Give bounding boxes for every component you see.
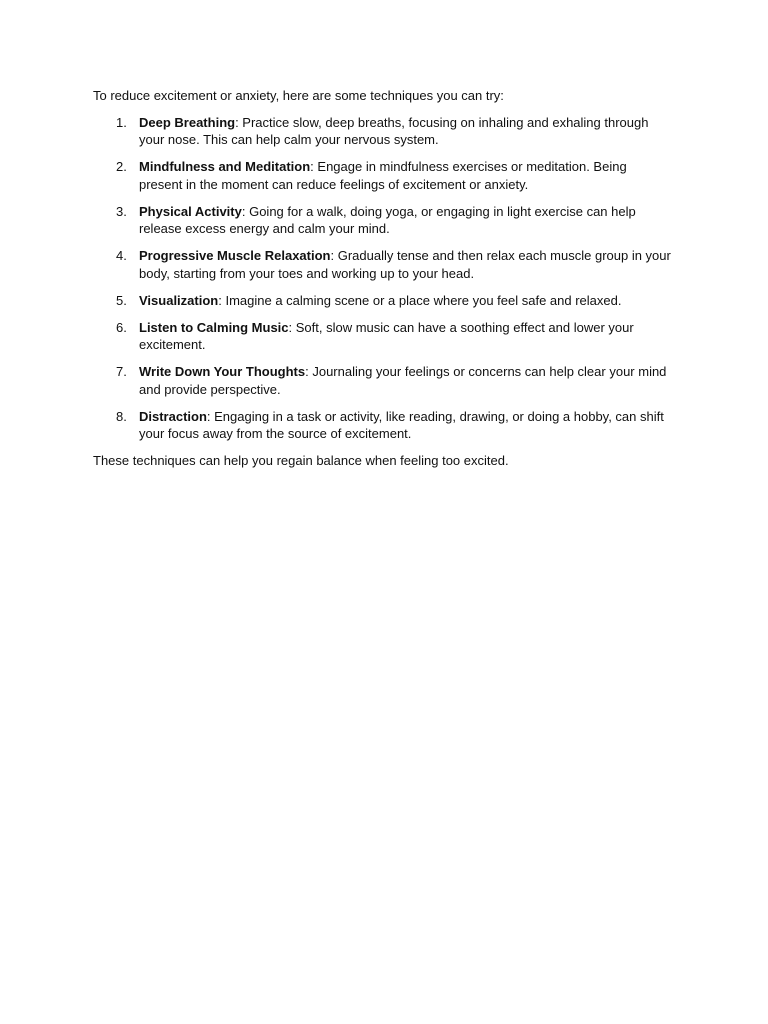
list-item-title: Physical Activity (139, 203, 242, 219)
list-item-title: Mindfulness and Meditation (139, 159, 311, 174)
list-item-title: Write Down Your Thoughts (139, 364, 306, 379)
list-item-number: 5. (116, 292, 127, 308)
intro-paragraph: To reduce excitement or anxiety, here are some techniques you can try: (93, 88, 504, 103)
list-item (93, 158, 673, 193)
list-item-text: : Journaling your feelings or concerns can help clear your mind and provide perspective. (139, 364, 667, 397)
list-item (93, 363, 673, 398)
list-item-text: : Engaging in a task or activity, like reading, drawing, or doing a hobby, can shift your focus away from the source of excitement. (139, 408, 664, 441)
list-item-number: 1. (116, 114, 127, 130)
list-item-title: Deep Breathing (139, 114, 236, 130)
list-item-title: Progressive Muscle Relaxation (139, 248, 331, 263)
list-item-title: Visualization (139, 292, 219, 308)
list-item-text: : Imagine a calming scene or a place where you feel safe and relaxed. (218, 292, 622, 308)
list-item-number: 8. (116, 408, 127, 424)
list-item-title: Distraction (139, 408, 207, 424)
list-item-number: 2. (116, 159, 127, 174)
list-item-text: : Practice slow, deep breaths, focusing on inhaling and exhaling through your nose. This can help calm your nervous system. (139, 114, 649, 147)
list-item-number: 6. (116, 319, 127, 335)
techniques-list (93, 114, 673, 443)
list-item (93, 203, 673, 238)
list-item-text: : Soft, slow music can have a soothing effect and lower your excitement. (139, 319, 634, 352)
list-item-text: : Going for a walk, doing yoga, or engaging in light exercise can help release excess energy and calm your mind. (139, 203, 636, 236)
list-item-text: : Gradually tense and then relax each muscle group in your body, starting from your toes and working up to your head. (139, 248, 671, 281)
list-item (93, 319, 673, 354)
list-item (93, 247, 673, 282)
closing-paragraph: These techniques can help you regain balance when feeling too excited. (93, 453, 509, 468)
list-item-number: 3. (116, 203, 127, 219)
list-item-title: Listen to Calming Music (139, 319, 289, 335)
list-item (93, 114, 673, 149)
list-item-number: 7. (116, 364, 127, 379)
list-item (93, 408, 673, 443)
document-body (93, 87, 673, 470)
list-item-number: 4. (116, 248, 127, 263)
list-item (93, 292, 673, 310)
list-item-text: : Engage in mindfulness exercises or meditation. Being present in the moment can reduce feelings of excitement or anxiety. (139, 159, 627, 192)
